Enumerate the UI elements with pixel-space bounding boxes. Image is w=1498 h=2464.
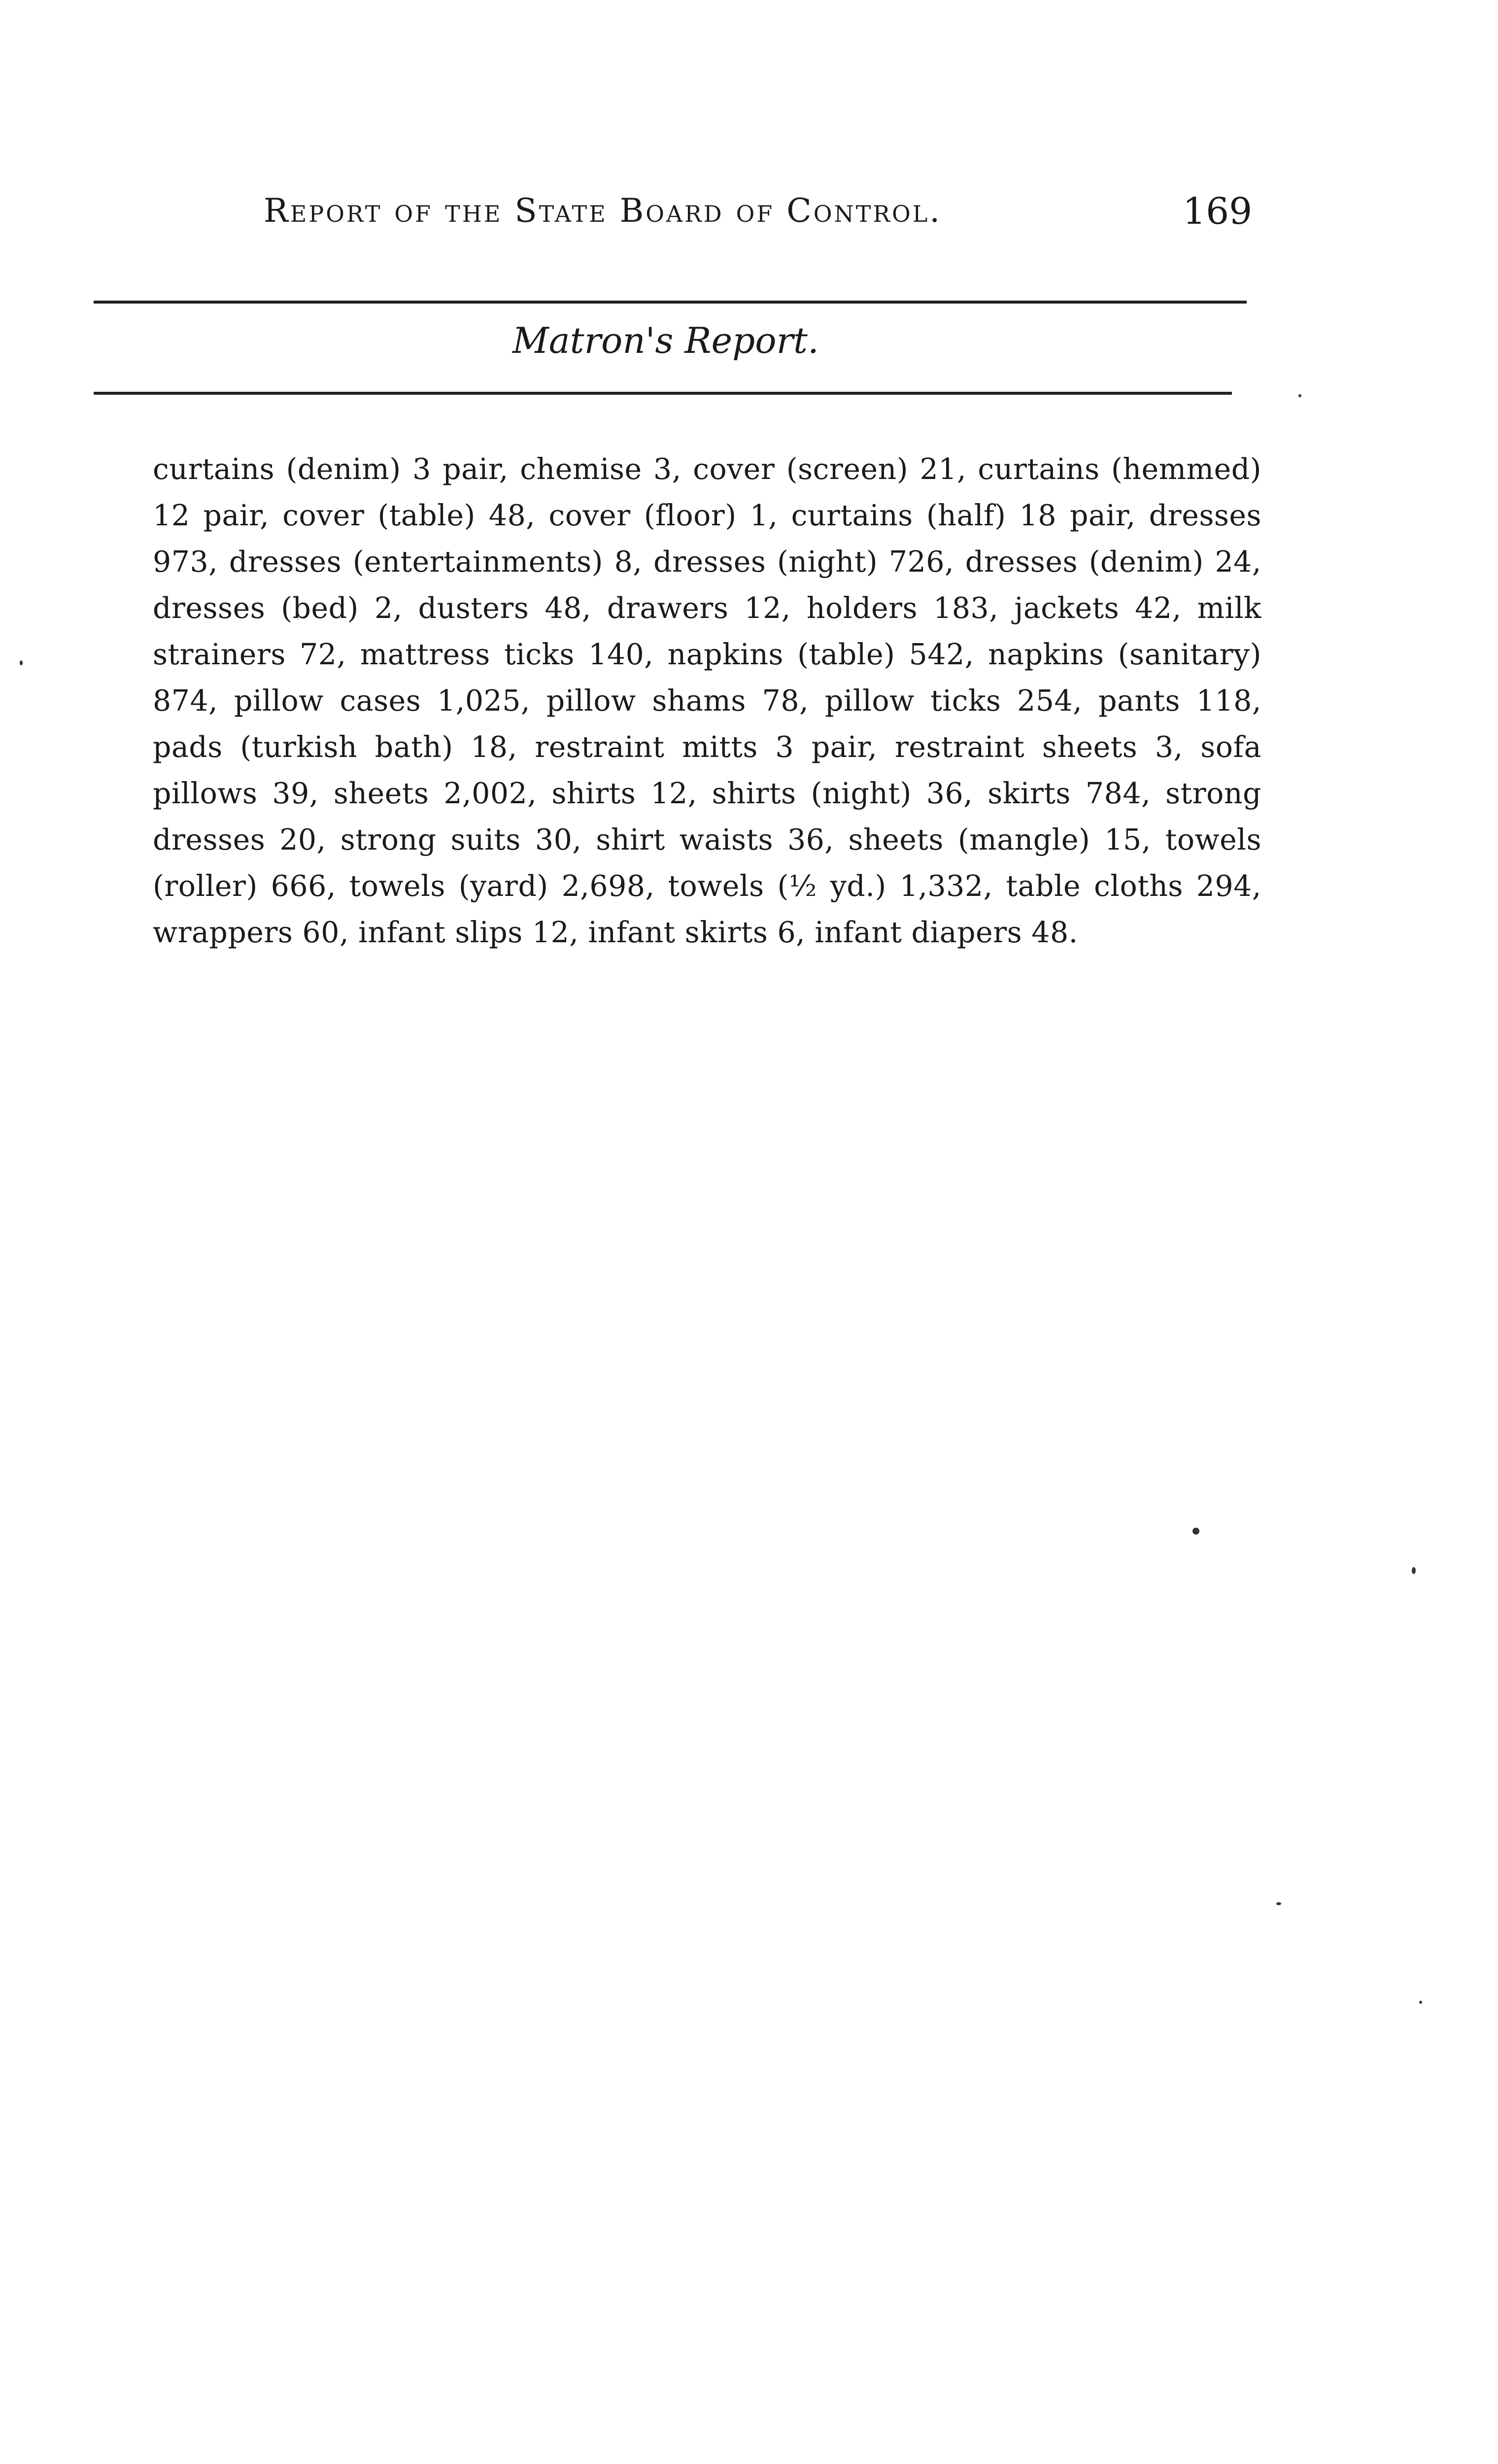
section-title: Matron's Report. — [512, 320, 819, 361]
scan-speck — [1192, 1528, 1199, 1535]
page-number: 169 — [1183, 190, 1253, 233]
scan-speck — [1419, 2001, 1422, 2004]
header-rule-bottom — [94, 392, 1232, 395]
running-head: Report of the State Board of Control. — [264, 192, 942, 230]
scan-speck — [1412, 1567, 1416, 1574]
scan-speck — [20, 660, 23, 665]
body-paragraph: curtains (denim) 3 pair, chemise 3, cover (screen) 21, curtains (hemmed) 12 pair, cover (table) 48, cover (floor) 1, curtains (half) 18 pair, dresses 973, dresses (entertainments) 8, dresses (night) 726, dresses (denim) 24, dresses (bed) 2, dusters 48, drawers 12, holders 183, jackets 42, milk strainers 72, mattress ticks 140, napkins (table) 542, napkins (sanitary) 874, pillow cases 1,025, pillow shams 78, pillow ticks 254, pants 118, pads (turkish bath) 18, restraint mitts 3 pair, restraint sheets 3, sofa pillows 39, sheets 2,002, shirts 12, shirts (night) 36, skirts 784, strong dresses 20, strong suits 30, shirt waists 36, sheets (mangle) 15, towels (roller) 666, towels (yard) 2,698, towels (½ yd.) 1,332, table cloths 294, wrappers 60, infant slips 12, infant skirts 6, infant diapers 48. — [153, 452, 1261, 949]
scan-speck — [1298, 394, 1301, 397]
scan-speck — [1276, 1902, 1281, 1905]
header-rule-top — [94, 301, 1247, 304]
